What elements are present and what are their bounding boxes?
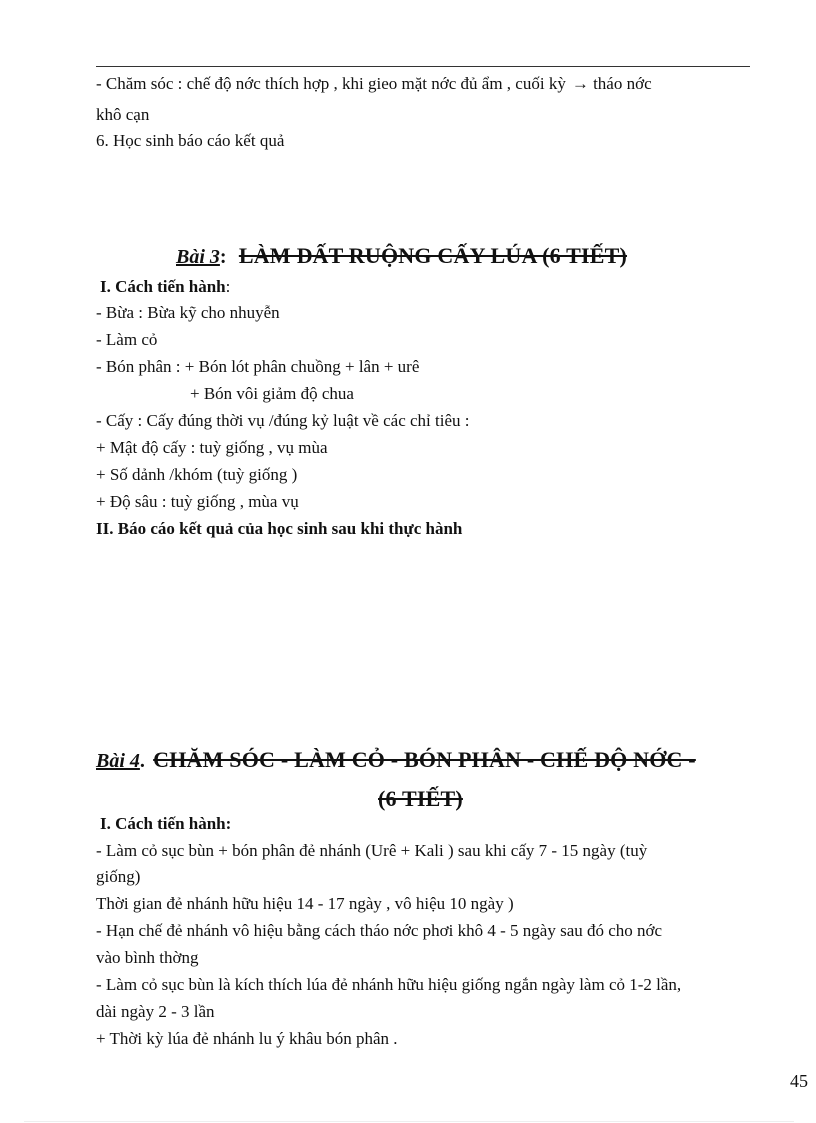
page-number: 45 — [790, 1071, 808, 1091]
report-step: 6. Học sinh báo cáo kết quả — [96, 131, 285, 150]
paragraph-line: - Hạn chế đẻ nhánh vô hiệu bằng cách tháo nớc phơi khô 4 - 5 ngày sau đó cho nớc — [96, 921, 663, 940]
list-item: + Mật độ cấy : tuỳ giống , vụ mùa — [96, 438, 328, 457]
list-item: - Làm cỏ — [96, 330, 158, 349]
paragraph-line: dài ngày 2 - 3 lần — [96, 1002, 215, 1021]
lesson4-title-line2: (6 TIẾT) — [378, 786, 463, 811]
list-item: + Số dảnh /khóm (tuỳ giống ) — [96, 465, 298, 484]
lesson4-heading — [96, 747, 696, 773]
list-item: + Bón vôi giảm độ chua — [190, 384, 354, 403]
lesson3-section1-heading — [100, 276, 230, 298]
arrow-icon: → — [571, 74, 589, 93]
header-rule — [96, 66, 750, 67]
section-heading-colon: : — [225, 277, 231, 296]
care-text-continued: khô cạn — [96, 105, 150, 124]
lesson4-label: Bài 4 — [96, 750, 140, 772]
page-bottom-edge — [24, 1121, 794, 1122]
lesson3-colon: : — [219, 246, 227, 268]
lesson4-dot: . — [139, 750, 145, 772]
lesson4-section1-heading: I. Cách tiến hành: — [100, 814, 232, 833]
paragraph-line: giống) — [96, 867, 141, 886]
paragraph-line: + Thời kỳ lúa đẻ nhánh lu ý khâu bón phân . — [96, 1029, 398, 1048]
list-item: - Cấy : Cấy đúng thời vụ /đúng kỷ luật về các chỉ tiêu : — [96, 411, 470, 430]
lesson3-heading — [176, 243, 627, 269]
care-text: - Chăm sóc : chế độ nớc thích hợp , khi gieo mặt nớc đủ ẩm , cuối kỳ — [96, 74, 566, 93]
care-text-line — [96, 73, 652, 95]
lesson3-label: Bài 3 — [176, 246, 220, 268]
lesson4-title-line1: CHĂM SÓC - LÀM CỎ - BÓN PHÂN - CHẾ ĐỘ NỚC - — [153, 747, 696, 772]
list-item: + Độ sâu : tuỳ giống , mùa vụ — [96, 492, 299, 511]
section-heading-text: I. Cách tiến hành — [100, 277, 226, 296]
paragraph-line: vào bình thờng — [96, 948, 199, 967]
paragraph-line: Thời gian đẻ nhánh hữu hiệu 14 - 17 ngày , vô hiệu 10 ngày ) — [96, 894, 514, 913]
lesson4-title-line2-row — [378, 786, 463, 812]
care-text-end: tháo nớc — [588, 74, 652, 93]
list-item: - Bừa : Bừa kỹ cho nhuyễn — [96, 303, 280, 322]
list-item: - Bón phân : + Bón lót phân chuồng + lân + urê — [96, 357, 420, 376]
lesson3-section2-heading: II. Báo cáo kết quả của học sinh sau khi thực hành — [96, 519, 463, 538]
paragraph-line: - Làm cỏ sục bùn + bón phân đẻ nhánh (Urê + Kali ) sau khi cấy 7 - 15 ngày (tuỳ — [96, 841, 648, 860]
lesson3-title: LÀM ĐẤT RUỘNG CẤY LÚA (6 TIẾT) — [238, 243, 628, 268]
paragraph-line: - Làm cỏ sục bùn là kích thích lúa đẻ nhánh hữu hiệu giống ngắn ngày làm cỏ 1-2 lần, — [96, 975, 682, 994]
